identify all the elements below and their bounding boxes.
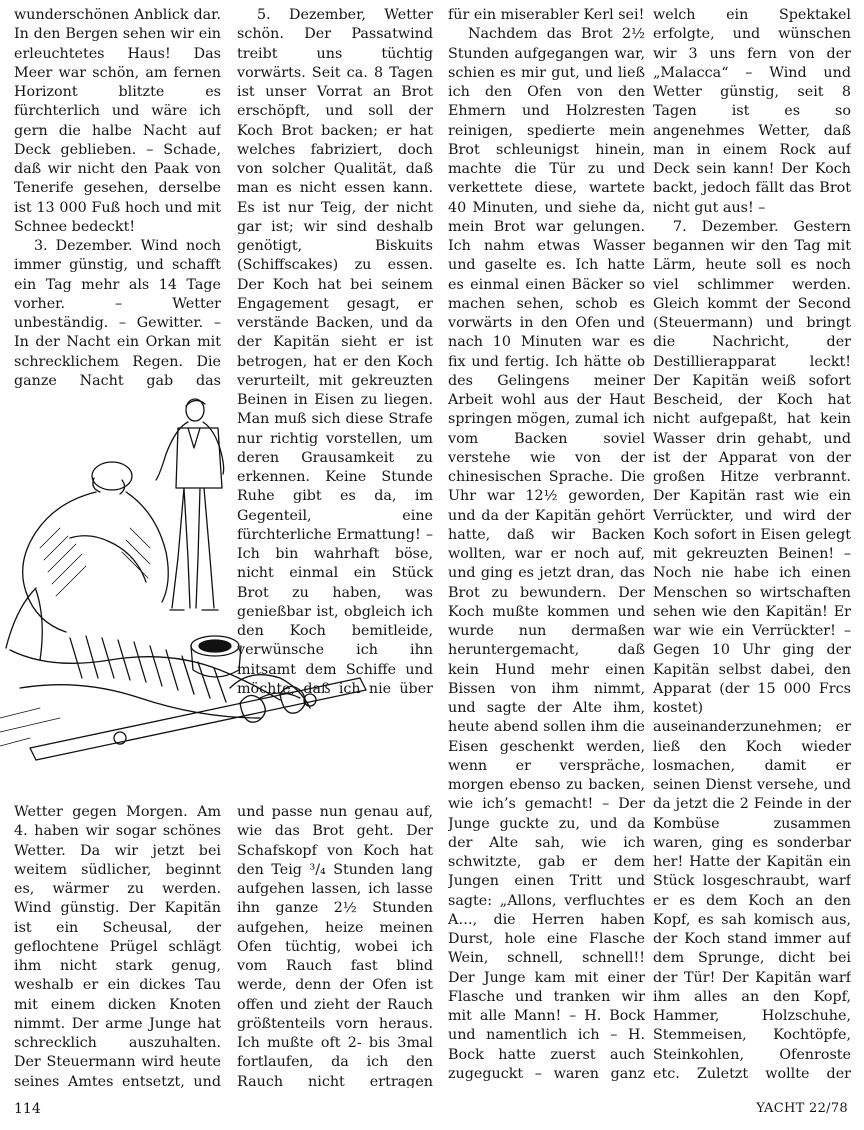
- cook-figure: [6, 462, 366, 760]
- column-4: [653, 6, 851, 1086]
- column-3: [448, 6, 645, 1086]
- column-2-bottom: [237, 803, 433, 1088]
- pot-illustration: [191, 636, 241, 677]
- illustration-cook-in-irons: [0, 388, 372, 808]
- paragraph: Nachdem das Brot 2½ Stunden aufgegangen war, schien es mir gut, und ließ ich den Ofen von den Ehmern und Holzresten reinigen, spedierte mein Brot schleunigst hinein, machte die Tür zu und verkettete diese, wartete 40 Minuten, und siehe da, mein Brot war gelungen. Ich nahm etwas Wasser und gaselte es. Ich hatte es einmal einen Bäcker so machen sehen, schob es vorwärts in den Ofen und nach 10 Minuten war es fix und fertig. Ich hätte ob des Gelingens meiner Arbeit wohl aus der Haut springen mögen, zumal ich vom Backen soviel verstehe wie von der chinesischen Sprache. Die Uhr war 12½ geworden, und da der Kapitän gehört hatte, daß wir Backen wollten, war er noch auf, und ging es jetzt dran, das Brot zu bewundern. Der Koch mußte kommen und wurde nun dermaßen heruntergemacht, daß kein Hund mehr einen Bissen von ihm nimmt, und sagte der Alte ihm, heute abend sollen ihm die Eisen geschenkt werden, wenn er verspräche, morgen ebenso zu backen, wie ich’s gemacht! – Der Junge guckte zu, und da der Alte sah, wie ich schwitzte, gab er dem Jungen einen Tritt und sagte: „Allons, verfluchtes A…, die Herren haben Durst, hole eine Flasche Wein, schnell, schnell!! Der Junge kam mit einer Flasche und tranken wir mit alle Mann! – H. Bock und namentlich ich – H. Bock hatte zuerst auch zugeguckt – waren ganz: [448, 26, 645, 1082]
- paragraph: 7. Dezember. Gestern begannen wir den Tag mit Lärm, heute soll es noch viel schlimmer werden. Gleich kommt der Second (Steuermann) und bringt die Nachricht, der Destillierapparat leckt! Der Kapitän weiß sofort Bescheid, der Koch hat nicht aufgepaßt, hat kein Wasser drin gehabt, und ist der Apparat von der großen Hitze verbrannt. Der Kapitän rast wie ein Verrückter, und wird der Koch sofort in Eisen gelegt mit gekreuzten Beinen! – Noch nie habe ich einen Menschen so wirtschaften sehen wie den Kapitän! Er war wie ein Verrückter! – Gegen 10 Uhr ging der Kapitän selbst dabei, den Apparat (der 15 000 Frcs kostet) auseinanderzunehmen; er ließ den Koch wieder losmachen, damit er seinen Dienst versehe, und da jetzt die 2 Feinde in der Kombüse zusammen waren, ging es sonderbar her! Hatte der Kapitän ein Stück losgeschraubt, warf er es dem Koch an den Kopf, es sah komisch aus, der Koch stand immer auf dem Sprunge, dicht bei der Tür! Der Kapitän warf ihm alles an den Kopf, Hammer, Holzschuhe, Stemmeisen, Kochtöpfe, Steinkohlen, Ofenroste etc. Zuletzt wollte der: [653, 218, 851, 1082]
- paragraph: für ein miserabler Kerl sei!: [448, 7, 645, 23]
- paragraph: 5. Dezember, Wetter schön. Der Passatwind treibt uns tüchtig vorwärts. Seit ca. 8 Tagen ist unser Vorrat an Brot erschöpft, und soll der Koch Brot backen; er hat welches fabriziert, doch von solcher Qualität, daß man es nicht essen kann. Es ist nur Teig, der nicht gar ist; wir sind deshalb genötigt, Biskuits (Schiffscakes) zu essen. Der Koch hat bei seinem Engagement gesagt, er verstände Backen, und da der Kapitän sieht er ist betrogen, hat er den Koch verurteilt, mit gekreuzten Beinen in Eisen zu liegen. Man muß sich diese Strafe nur richtig vorstellen, um deren Grausamkeit zu erkennen. Keine Stunde Ruhe gibt es da, im Gegenteil, eine fürchterliche Ermattung! – Ich bin wahrhaft böse, nicht einmal ein Stück Brot zu haben, was genießbar ist, obgleich ich den Koch bemitleide, verwünsche ich ihn mitsamt dem Schiffe und möchte, daß ich nie über: [237, 7, 433, 696]
- paragraph: und passe nun genau auf, wie das Brot geht. Der Schafskopf von Koch hat den Teig ³/₄ Stunden lang aufgehen lassen, ich lasse ihn ganze 2½ Stunden aufgehen, heize meinen Ofen tüchtig, wobei ich vom Rauch fast blind werde, denn der Ofen ist offen und zieht der Rauch größtenteils vorn heraus. Ich mußte oft 2- bis 3mal fortlaufen, da ich den Rauch nicht ertragen: [237, 804, 433, 1088]
- paragraph: welch ein Spektakel erfolgte, und wünschen wir 3 uns fern von der „Malacca“ – Wind und Wetter günstig, seit 8 Tagen ist es so angenehmes Wetter, daß man in einem Rock auf Deck sein kann! Der Koch backt, jedoch fällt das Brot nicht gut aus! –: [653, 7, 851, 216]
- column-1-bottom: [14, 803, 221, 1088]
- hatching: [0, 528, 150, 746]
- magazine-issue: YACHT 22/78: [756, 1101, 848, 1116]
- paragraph: wunderschönen Anblick dar. In den Bergen sehen wir ein erleuchtetes Haus! Das Meer war schön, am fernen Horizont blitzte es fürchterlich und wäre ich gern die halbe Nacht auf Deck geblieben. – Schade, daß wir nicht den Paak von Tenerife gesehen, derselbe ist 13 000 Fuß hoch und mit Schnee bedeckt!: [14, 7, 221, 235]
- captain-figure: [156, 399, 224, 610]
- page-number: 114: [14, 1101, 41, 1117]
- paragraph: Wetter gegen Morgen. Am 4. haben wir sogar schönes Wetter. Da wir jetzt bei weitem südlicher, beginnt es, wärmer zu werden. Wind günstig. Der Kapitän ist ein Scheusal, der geflochtene Prügel schlägt ihm nicht stark genug, weshalb er ein dickes Tau mit einem dicken Knoten nimmt. Der arme Junge hat schrecklich auszuhalten. Der Steuermann wird heute seines Amtes entsetzt, und: [14, 804, 221, 1088]
- paragraph: 3. Dezember. Wind noch immer günstig, und schafft ein Tag mehr als 14 Tage vorher. – Wetter unbeständig. – Gewitter. – In der Nacht ein Orkan mit schrecklichem Regen. Die ganze Nacht gab das: [14, 238, 221, 388]
- column-1-top: [14, 6, 221, 388]
